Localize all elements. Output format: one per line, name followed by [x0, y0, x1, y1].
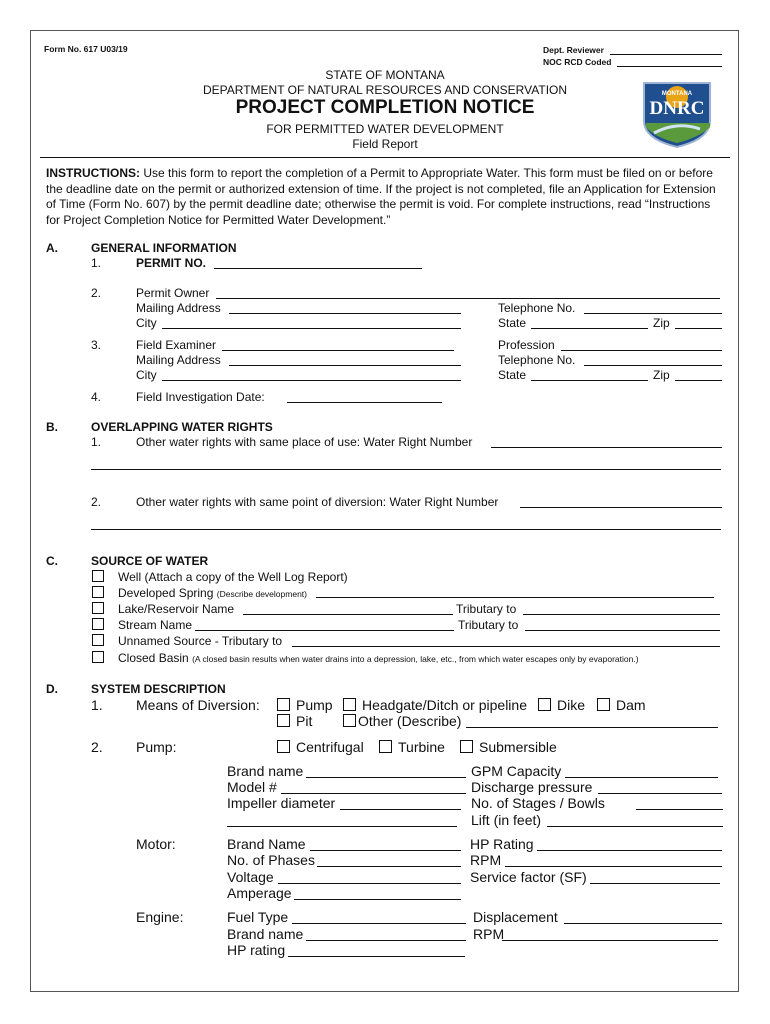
stream-tributary-label: Tributary to: [458, 618, 519, 632]
page-title: PROJECT COMPLETION NOTICE: [235, 97, 535, 118]
pit-label: Pit: [296, 713, 313, 729]
permit-owner-field[interactable]: [216, 298, 720, 299]
lake-reservoir-field[interactable]: [243, 614, 453, 615]
engine-rpm-label: RPM: [473, 926, 505, 942]
pump-label: Pump: [296, 697, 333, 713]
examiner-mailing-address-field[interactable]: [229, 365, 461, 366]
pump-brand-name-field[interactable]: [306, 777, 466, 778]
field-examiner-label: Field Examiner: [136, 338, 217, 352]
impeller-diameter-field[interactable]: [340, 809, 461, 810]
page-subtitle: FOR PERMITTED WATER DEVELOPMENT: [266, 122, 504, 136]
dept-reviewer-field[interactable]: [610, 54, 722, 55]
other-describe-field[interactable]: [466, 727, 718, 728]
lift-label: Lift (in feet): [471, 812, 542, 828]
section-a-letter: A.: [46, 241, 58, 255]
unnamed-source-label: Unnamed Source - Tributary to: [118, 634, 283, 648]
examiner-city-field[interactable]: [162, 380, 461, 381]
report-type: Field Report: [352, 137, 418, 151]
stream-name-field[interactable]: [195, 630, 454, 631]
displacement-field[interactable]: [564, 923, 722, 924]
examiner-zip-field[interactable]: [675, 380, 722, 381]
owner-telephone-label: Telephone No.: [498, 301, 576, 315]
same-place-of-use-field[interactable]: [491, 447, 722, 448]
lake-reservoir-checkbox[interactable]: [92, 602, 104, 614]
examiner-telephone-label: Telephone No.: [498, 353, 576, 367]
section-c-title: SOURCE OF WATER: [91, 554, 209, 568]
profession-field[interactable]: [561, 350, 722, 351]
model-number-field[interactable]: [281, 793, 466, 794]
a-item-1-number: 1.: [91, 256, 102, 270]
means-of-diversion-label: Means of Diversion:: [136, 697, 260, 713]
stream-tributary-field[interactable]: [525, 630, 720, 631]
profession-label: Profession: [498, 338, 555, 352]
engine-hp-rating-label: HP rating: [227, 942, 286, 958]
section-d-title: SYSTEM DESCRIPTION: [91, 682, 226, 696]
owner-state-label: State: [498, 316, 527, 330]
displacement-label: Displacement: [473, 909, 558, 925]
same-point-of-diversion-label: Other water rights with same point of diversion: Water Right Number: [136, 495, 499, 509]
centrifugal-label: Centrifugal: [296, 739, 364, 755]
owner-state-field[interactable]: [531, 328, 648, 329]
service-factor-field[interactable]: [590, 883, 720, 884]
owner-city-field[interactable]: [162, 328, 461, 329]
d-item-2-number: 2.: [91, 739, 103, 755]
state-heading: STATE OF MONTANA: [325, 68, 445, 82]
well-checkbox[interactable]: [92, 570, 104, 582]
well-label: Well (Attach a copy of the Well Log Report): [118, 570, 348, 584]
same-place-of-use-field-line-2[interactable]: [91, 469, 721, 470]
dam-checkbox[interactable]: [597, 698, 610, 711]
examiner-telephone-field[interactable]: [584, 365, 722, 366]
instructions-label: INSTRUCTIONS:: [46, 166, 140, 180]
engine-brand-name-field[interactable]: [306, 940, 466, 941]
developed-spring-text: Developed Spring: [118, 586, 214, 600]
owner-mailing-address-label: Mailing Address: [136, 301, 221, 315]
amperage-label: Amperage: [227, 885, 292, 901]
headgate-checkbox[interactable]: [343, 698, 356, 711]
logo-montana-text: MONTANA: [661, 91, 693, 97]
stream-checkbox[interactable]: [92, 618, 104, 630]
closed-basin-text: Closed Basin: [118, 651, 189, 665]
submersible-checkbox[interactable]: [460, 740, 473, 753]
fuel-type-label: Fuel Type: [227, 909, 289, 925]
examiner-state-field[interactable]: [531, 380, 648, 381]
phases-field[interactable]: [317, 866, 461, 867]
pit-checkbox[interactable]: [277, 714, 290, 727]
hp-rating-field[interactable]: [537, 850, 722, 851]
closed-basin-checkbox[interactable]: [92, 651, 104, 663]
voltage-field[interactable]: [278, 883, 461, 884]
permit-owner-label: Permit Owner: [136, 286, 210, 300]
permit-no-field[interactable]: [214, 268, 422, 269]
pump-checkbox[interactable]: [277, 698, 290, 711]
lake-tributary-field[interactable]: [523, 614, 720, 615]
closed-basin-label: [118, 651, 639, 665]
header-divider: [40, 157, 730, 158]
b-item-2-number: 2.: [91, 495, 102, 509]
developed-spring-label: [118, 586, 307, 600]
examiner-city-label: City: [136, 368, 157, 382]
developed-spring-note: (Describe development): [216, 589, 307, 599]
field-investigation-date-field[interactable]: [287, 402, 442, 403]
section-a-title: GENERAL INFORMATION: [91, 241, 237, 255]
same-point-of-diversion-field-line-2[interactable]: [91, 529, 721, 530]
other-checkbox[interactable]: [343, 714, 356, 727]
pump-section-label: Pump:: [136, 739, 177, 755]
headgate-label: Headgate/Ditch or pipeline: [362, 697, 527, 713]
model-number-label: Model #: [227, 779, 277, 795]
dept-reviewer-label: Dept. Reviewer: [543, 45, 604, 55]
discharge-pressure-label: Discharge pressure: [471, 779, 593, 795]
noc-rcd-coded-field[interactable]: [617, 66, 722, 67]
dam-label: Dam: [616, 697, 646, 713]
fuel-type-field[interactable]: [292, 923, 466, 924]
motor-rpm-label: RPM: [470, 852, 502, 868]
engine-section-label: Engine:: [136, 909, 184, 925]
gpm-capacity-field[interactable]: [565, 777, 718, 778]
noc-rcd-coded-label: NOC RCD Coded: [543, 57, 612, 67]
section-c-letter: C.: [46, 554, 58, 568]
engine-rpm-field[interactable]: [502, 940, 718, 941]
amperage-field[interactable]: [294, 899, 461, 900]
impeller-diameter-label: Impeller diameter: [227, 795, 336, 811]
motor-section-label: Motor:: [136, 836, 176, 852]
section-d-letter: D.: [46, 682, 58, 696]
discharge-pressure-field[interactable]: [598, 793, 722, 794]
logo-dnrc-text: DNRC: [649, 98, 705, 119]
other-label: Other (Describe): [358, 713, 462, 729]
motor-rpm-field[interactable]: [505, 866, 722, 867]
turbine-label: Turbine: [398, 739, 445, 755]
owner-city-label: City: [136, 316, 157, 330]
a-item-4-number: 4.: [91, 390, 102, 404]
engine-hp-rating-field[interactable]: [288, 956, 465, 957]
examiner-mailing-address-label: Mailing Address: [136, 353, 221, 367]
unnamed-source-field[interactable]: [292, 646, 720, 647]
owner-zip-label: Zip: [653, 316, 670, 330]
a-item-3-number: 3.: [91, 338, 102, 352]
submersible-label: Submersible: [479, 739, 557, 755]
service-factor-label: Service factor (SF): [470, 869, 587, 885]
motor-brand-name-label: Brand Name: [227, 836, 306, 852]
form-number: Form No. 617 U03/19: [44, 44, 128, 54]
b-item-1-number: 1.: [91, 435, 102, 449]
engine-brand-name-label: Brand name: [227, 926, 304, 942]
closed-basin-note: (A closed basin results when water drains into a depression, lake, etc., from which water escapes only by evaporation.): [192, 654, 639, 664]
unnamed-source-checkbox[interactable]: [92, 634, 104, 646]
phases-label: No. of Phases: [227, 852, 315, 868]
lift-field[interactable]: [547, 826, 723, 827]
turbine-checkbox[interactable]: [379, 740, 392, 753]
examiner-state-label: State: [498, 368, 527, 382]
same-point-of-diversion-field[interactable]: [520, 507, 722, 508]
dike-label: Dike: [557, 697, 586, 713]
a-item-2-number: 2.: [91, 286, 102, 300]
gpm-capacity-label: GPM Capacity: [471, 763, 562, 779]
centrifugal-checkbox[interactable]: [277, 740, 290, 753]
hp-rating-label: HP Rating: [470, 836, 534, 852]
motor-brand-name-field[interactable]: [310, 850, 461, 851]
dike-checkbox[interactable]: [538, 698, 551, 711]
section-b-letter: B.: [46, 420, 58, 434]
owner-zip-field[interactable]: [675, 328, 722, 329]
department-heading: DEPARTMENT OF NATURAL RESOURCES AND CONSERVATION: [202, 83, 568, 97]
instructions-paragraph: [46, 166, 726, 228]
permit-no-label: PERMIT NO.: [136, 256, 207, 270]
examiner-zip-label: Zip: [653, 368, 670, 382]
lake-tributary-label: Tributary to: [456, 602, 517, 616]
field-investigation-date-label: Field Investigation Date:: [136, 390, 265, 404]
developed-spring-checkbox[interactable]: [92, 586, 104, 598]
lake-reservoir-label: Lake/Reservoir Name: [118, 602, 235, 616]
section-b-title: OVERLAPPING WATER RIGHTS: [91, 420, 273, 434]
stages-bowls-field[interactable]: [636, 809, 723, 810]
stream-name-label: Stream Name: [118, 618, 193, 632]
dnrc-logo: [640, 77, 714, 149]
owner-telephone-field[interactable]: [584, 313, 722, 314]
pump-brand-name-label: Brand name: [227, 763, 304, 779]
pump-extra-field[interactable]: [227, 826, 457, 827]
instructions-text: Use this form to report the completion of a Permit to Appropriate Water. This form must be filed on or before the deadline date on the permit or authorized extension of time. If the project is not completed, file an Application for Extension of Time (Form No. 607) by the permit deadline date; otherwise the permit is void. For complete instructions, read “Instructions for Project Completion Notice for Permitted Water Development.”: [46, 166, 716, 227]
field-examiner-field[interactable]: [222, 350, 454, 351]
same-place-of-use-label: Other water rights with same place of use: Water Right Number: [136, 435, 473, 449]
developed-spring-field[interactable]: [316, 597, 714, 598]
voltage-label: Voltage: [227, 869, 274, 885]
d-item-1-number: 1.: [91, 697, 103, 713]
owner-mailing-address-field[interactable]: [229, 313, 461, 314]
stages-bowls-label: No. of Stages / Bowls: [471, 795, 605, 811]
